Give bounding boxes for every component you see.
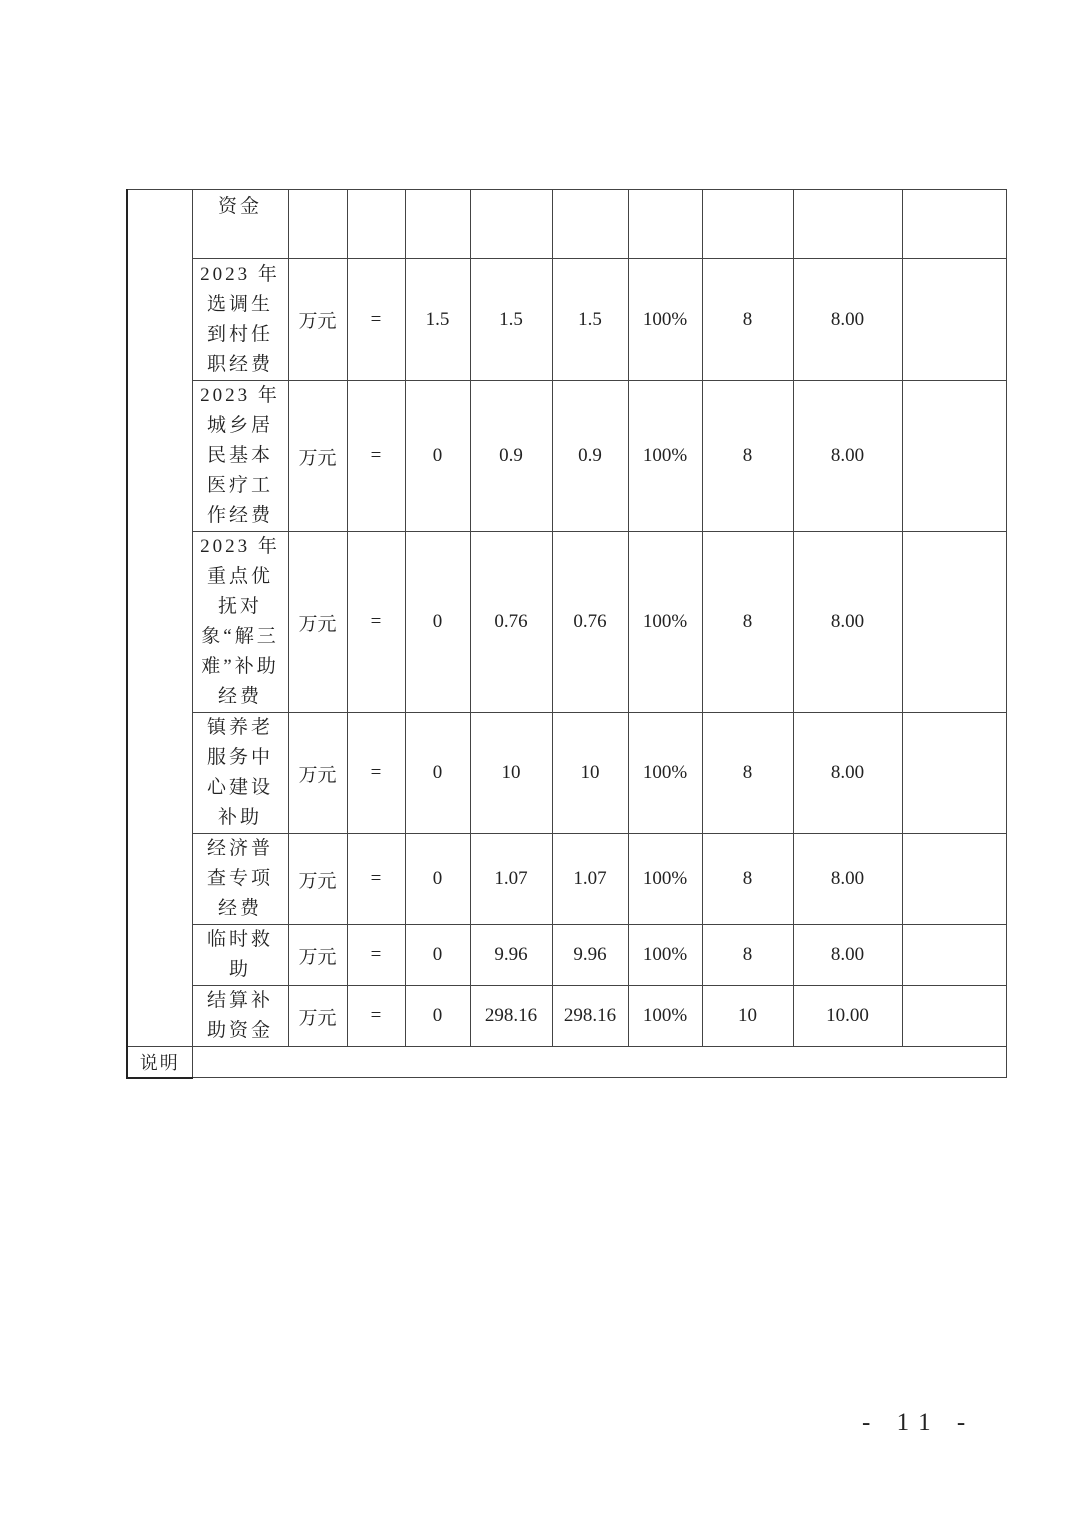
score-cell: 8.00 xyxy=(793,381,902,532)
weight-cell: 10 xyxy=(702,986,793,1047)
weight-cell: 8 xyxy=(702,259,793,381)
operator-cell: = xyxy=(347,834,405,925)
actual-cell: 0.76 xyxy=(552,532,628,713)
note-row xyxy=(127,1047,1006,1078)
weight-cell: 8 xyxy=(702,713,793,834)
rate-cell: 100% xyxy=(628,986,702,1047)
unit-cell: 万元 xyxy=(288,381,347,532)
unit-cell: 万元 xyxy=(288,713,347,834)
indicator-name: 临时救助 xyxy=(192,925,288,986)
remark-cell xyxy=(902,259,1006,381)
operator-cell: = xyxy=(347,925,405,986)
rate-cell: 100% xyxy=(628,259,702,381)
actual-cell: 298.16 xyxy=(552,986,628,1047)
unit-cell: 万元 xyxy=(288,532,347,713)
actual-cell xyxy=(552,190,628,259)
indicator-name: 资金 xyxy=(192,190,288,259)
table-row xyxy=(127,834,1006,925)
target-cell: 0 xyxy=(405,986,470,1047)
unit-cell: 万元 xyxy=(288,925,347,986)
score-cell: 8.00 xyxy=(793,532,902,713)
unit-cell: 万元 xyxy=(288,259,347,381)
actual-cell: 0.9 xyxy=(552,381,628,532)
category-cell xyxy=(127,190,192,1047)
budget-cell: 1.5 xyxy=(470,259,552,381)
table-row xyxy=(127,259,1006,381)
score-cell: 10.00 xyxy=(793,986,902,1047)
rate-cell: 100% xyxy=(628,532,702,713)
rate-cell xyxy=(628,190,702,259)
indicator-name: 结算补助资金 xyxy=(192,986,288,1047)
score-cell: 8.00 xyxy=(793,259,902,381)
budget-cell: 298.16 xyxy=(470,986,552,1047)
score-cell: 8.00 xyxy=(793,834,902,925)
score-cell: 8.00 xyxy=(793,713,902,834)
budget-cell: 1.07 xyxy=(470,834,552,925)
operator-cell: = xyxy=(347,259,405,381)
indicator-name: 经济普查专项经费 xyxy=(192,834,288,925)
target-cell: 1.5 xyxy=(405,259,470,381)
weight-cell: 8 xyxy=(702,532,793,713)
actual-cell: 9.96 xyxy=(552,925,628,986)
target-cell: 0 xyxy=(405,834,470,925)
budget-cell: 10 xyxy=(470,713,552,834)
table-row xyxy=(127,713,1006,834)
score-cell: 8.00 xyxy=(793,925,902,986)
operator-cell xyxy=(347,190,405,259)
performance-table xyxy=(126,189,1007,1079)
table-row xyxy=(127,190,1006,259)
rate-cell: 100% xyxy=(628,713,702,834)
remark-cell xyxy=(902,532,1006,713)
weight-cell: 8 xyxy=(702,381,793,532)
actual-cell: 1.07 xyxy=(552,834,628,925)
target-cell: 0 xyxy=(405,532,470,713)
note-label: 说明 xyxy=(127,1047,192,1078)
table-row xyxy=(127,925,1006,986)
budget-cell: 9.96 xyxy=(470,925,552,986)
operator-cell: = xyxy=(347,532,405,713)
weight-cell: 8 xyxy=(702,834,793,925)
indicator-name: 镇养老服务中心建设补助 xyxy=(192,713,288,834)
page-number: - 11 - xyxy=(862,1409,976,1436)
unit-cell: 万元 xyxy=(288,986,347,1047)
actual-cell: 10 xyxy=(552,713,628,834)
unit-cell: 万元 xyxy=(288,834,347,925)
remark-cell xyxy=(902,986,1006,1047)
score-cell xyxy=(793,190,902,259)
budget-cell: 0.9 xyxy=(470,381,552,532)
actual-cell: 1.5 xyxy=(552,259,628,381)
budget-cell xyxy=(470,190,552,259)
remark-cell xyxy=(902,190,1006,259)
indicator-name: 2023 年选调生到村任职经费 xyxy=(192,259,288,381)
budget-cell: 0.76 xyxy=(470,532,552,713)
operator-cell: = xyxy=(347,986,405,1047)
weight-cell xyxy=(702,190,793,259)
remark-cell xyxy=(902,925,1006,986)
target-cell: 0 xyxy=(405,713,470,834)
note-content xyxy=(192,1047,1006,1078)
rate-cell: 100% xyxy=(628,925,702,986)
operator-cell: = xyxy=(347,381,405,532)
table-row xyxy=(127,381,1006,532)
indicator-name: 2023 年城乡居民基本医疗工作经费 xyxy=(192,381,288,532)
table-row xyxy=(127,986,1006,1047)
remark-cell xyxy=(902,713,1006,834)
target-cell: 0 xyxy=(405,381,470,532)
weight-cell: 8 xyxy=(702,925,793,986)
table-row xyxy=(127,532,1006,713)
unit-cell xyxy=(288,190,347,259)
remark-cell xyxy=(902,834,1006,925)
remark-cell xyxy=(902,381,1006,532)
target-cell xyxy=(405,190,470,259)
operator-cell: = xyxy=(347,713,405,834)
indicator-name: 2023 年重点优抚对象“解三难”补助经费 xyxy=(192,532,288,713)
rate-cell: 100% xyxy=(628,834,702,925)
target-cell: 0 xyxy=(405,925,470,986)
rate-cell: 100% xyxy=(628,381,702,532)
